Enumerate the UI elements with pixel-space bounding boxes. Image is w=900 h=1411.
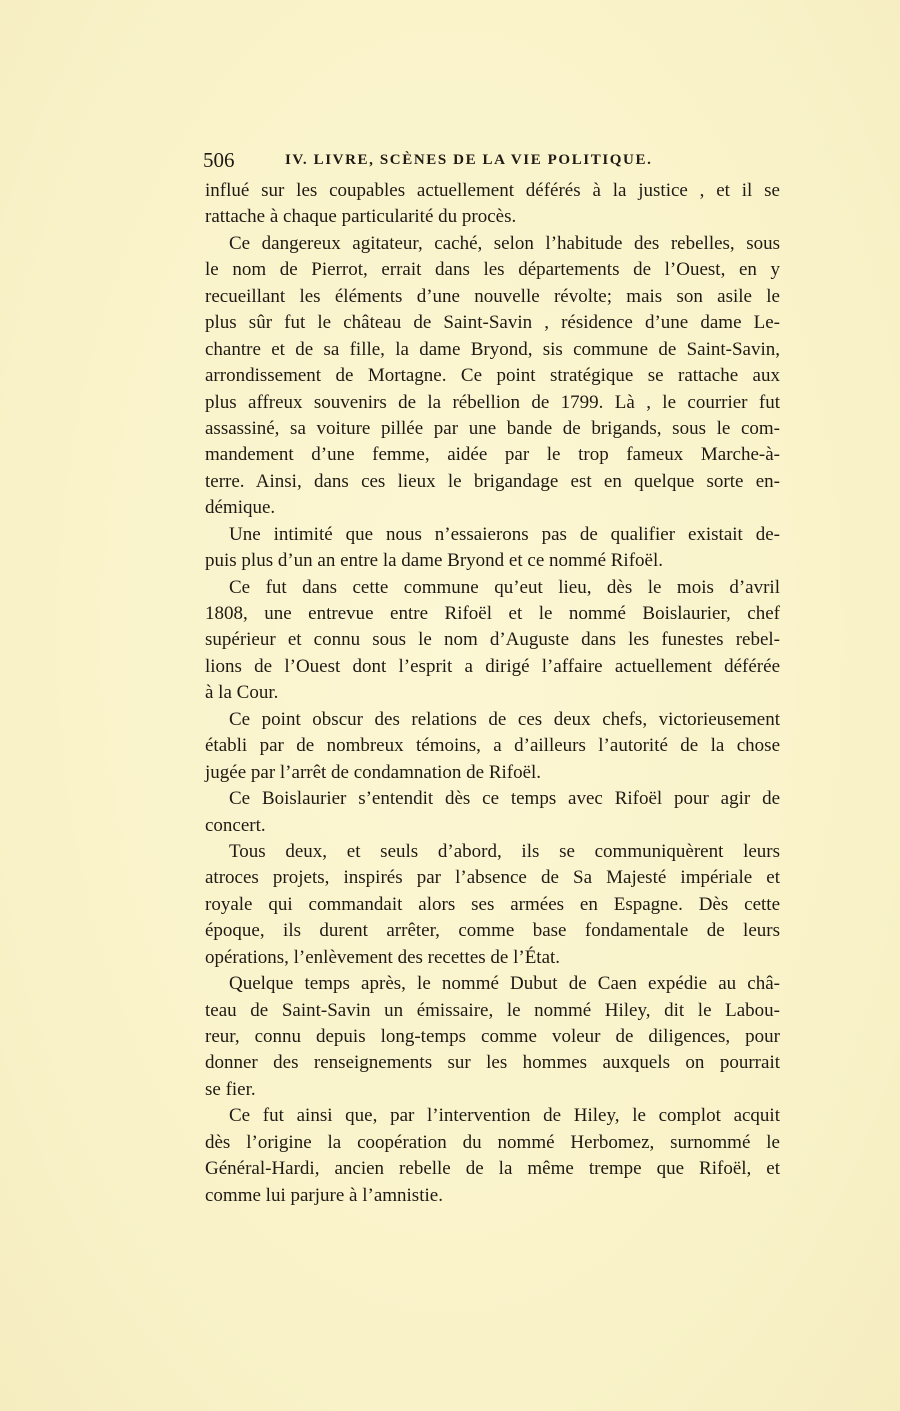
text-line: atroces projets, inspirés par l’absence de Sa Majesté impériale et bbox=[205, 867, 780, 889]
text-line: comme lui parjure à l’amnistie. bbox=[205, 1184, 443, 1206]
text-line: Une intimité que nous n’essaierons pas de qualifier existait de- bbox=[229, 523, 780, 545]
text-line: arrondissement de Mortagne. Ce point stratégique se rattache aux bbox=[205, 365, 780, 387]
paragraph bbox=[205, 1103, 780, 1209]
paragraph bbox=[205, 231, 780, 522]
text-line: supérieur et connu sous le nom d’Auguste dans les funestes rebel- bbox=[205, 629, 780, 651]
text-line: opérations, l’enlèvement des recettes de l’État. bbox=[205, 946, 561, 968]
page-header bbox=[203, 148, 783, 176]
text-line: teau de Saint-Savin un émissaire, le nommé Hiley, dit le Labou- bbox=[205, 999, 780, 1021]
text-line: Ce point obscur des relations de ces deux chefs, victorieusement bbox=[229, 708, 780, 730]
text-line: puis plus d’un an entre la dame Bryond et ce nommé Rifoël. bbox=[205, 550, 663, 572]
text-line: plus sûr fut le château de Saint-Savin , résidence d’une dame Le- bbox=[205, 312, 780, 334]
text-line: 1808, une entrevue entre Rifoël et le nommé Boislaurier, chef bbox=[205, 603, 780, 624]
text-line: établi par de nombreux témoins, a d’ailleurs l’autorité de la chose bbox=[205, 735, 780, 757]
text-line: se fier. bbox=[205, 1078, 256, 1100]
text-line: plus affreux souvenirs de la rébellion de 1799. Là , le courrier fut bbox=[205, 391, 780, 413]
page-number: 506 bbox=[203, 148, 235, 172]
text-line: influé sur les coupables actuellement déférés à la justice , et il se bbox=[205, 180, 780, 201]
text-line: assassiné, sa voiture pillée par une bande de brigands, sous le com- bbox=[205, 417, 780, 439]
text-line: à la Cour. bbox=[205, 682, 279, 704]
text-line: dès l’origine la coopération du nommé Herbomez, surnommé le bbox=[205, 1131, 780, 1153]
text-line: reur, connu depuis long-temps comme voleur de diligences, pour bbox=[205, 1026, 780, 1047]
text-line: terre. Ainsi, dans ces lieux le brigandage est en quelque sorte en- bbox=[205, 470, 780, 492]
paragraph bbox=[205, 522, 780, 575]
running-title: IV. LIVRE, SCÈNES DE LA VIE POLITIQUE. bbox=[285, 152, 653, 168]
text-line: le nom de Pierrot, errait dans les départements de l’Ouest, en y bbox=[205, 259, 780, 281]
text-line: Ce fut ainsi que, par l’intervention de Hiley, le complot acquit bbox=[229, 1105, 780, 1127]
text-line: jugée par l’arrêt de condamnation de Rifoël. bbox=[205, 761, 542, 783]
text-line: recueillant les éléments d’une nouvelle révolte; mais son asile le bbox=[205, 285, 780, 307]
paragraph bbox=[205, 575, 780, 707]
text-line: concert. bbox=[205, 814, 266, 836]
text-line: Général-Hardi, ancien rebelle de la même trempe que Rifoël, et bbox=[205, 1158, 780, 1180]
text-line: époque, ils durent arrêter, comme base fondamentale de leurs bbox=[205, 920, 780, 942]
text-line: Quelque temps après, le nommé Dubut de Caen expédie au châ- bbox=[229, 973, 780, 995]
text-line: Tous deux, et seuls d’abord, ils se communiquèrent leurs bbox=[229, 840, 780, 862]
paragraph bbox=[205, 786, 780, 839]
paragraph bbox=[205, 971, 780, 1103]
paragraph bbox=[205, 178, 780, 231]
body-text bbox=[205, 178, 780, 1209]
paragraph bbox=[205, 707, 780, 786]
text-line: mandement d’une femme, aidée par le trop fameux Marche-à- bbox=[205, 444, 780, 466]
text-line: Ce dangereux agitateur, caché, selon l’habitude des rebelles, sous bbox=[229, 232, 780, 254]
text-line: Ce Boislaurier s’entendit dès ce temps avec Rifoël pour agir de bbox=[229, 788, 780, 810]
paragraph bbox=[205, 839, 780, 971]
text-line: démique. bbox=[205, 497, 276, 519]
text-line: lions de l’Ouest dont l’esprit a dirigé l’affaire actuellement déférée bbox=[205, 655, 780, 677]
text-line: chantre et de sa fille, la dame Bryond, sis commune de Saint-Savin, bbox=[205, 338, 780, 360]
text-line: royale qui commandait alors ses armées en Espagne. Dès cette bbox=[205, 893, 780, 915]
text-line: donner des renseignements sur les hommes auxquels on pourrait bbox=[205, 1052, 780, 1074]
text-line: rattache à chaque particularité du procès. bbox=[205, 206, 517, 228]
text-line: Ce fut dans cette commune qu’eut lieu, dès le mois d’avril bbox=[229, 576, 780, 598]
